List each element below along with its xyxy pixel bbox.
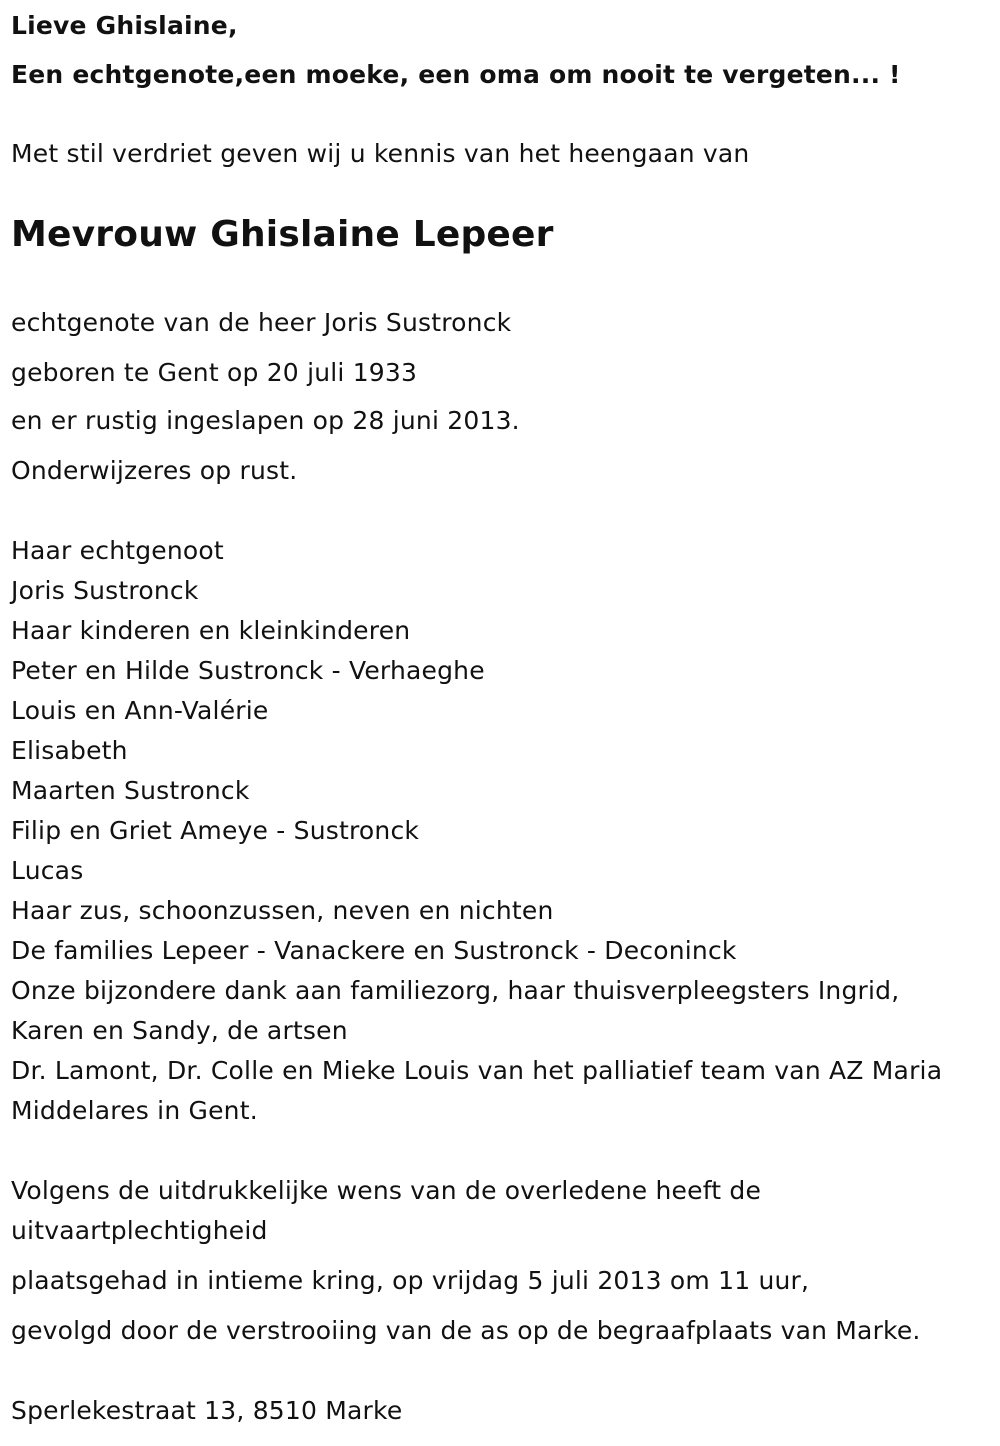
- family-line: Joris Sustronck: [11, 576, 199, 605]
- intro-text: Met stil verdriet geven wij u kennis van het heengaan van: [11, 139, 750, 168]
- family-line: Haar kinderen en kleinkinderen: [11, 616, 411, 645]
- family-line: Peter en Hilde Sustronck - Verhaeghe: [11, 656, 485, 685]
- family-line: Haar echtgenoot: [11, 536, 224, 565]
- funeral-line: uitvaartplechtigheid: [11, 1216, 268, 1245]
- family-line: Onze bijzondere dank aan familiezorg, haar thuisverpleegsters Ingrid,: [11, 976, 900, 1005]
- funeral-line: gevolgd door de verstrooiing van de as op de begraafplaats van Marke.: [11, 1316, 921, 1345]
- family-line: Maarten Sustronck: [11, 776, 250, 805]
- detail-profession: Onderwijzeres op rust.: [11, 456, 298, 485]
- detail-death: en er rustig ingeslapen op 28 juni 2013.: [11, 406, 520, 435]
- family-line: Dr. Lamont, Dr. Colle en Mieke Louis van het palliatief team van AZ Maria: [11, 1056, 943, 1085]
- greeting: Lieve Ghislaine,: [11, 11, 238, 40]
- detail-birth: geboren te Gent op 20 juli 1933: [11, 358, 418, 387]
- family-line: De families Lepeer - Vanackere en Sustronck - Deconinck: [11, 936, 737, 965]
- detail-spouse: echtgenote van de heer Joris Sustronck: [11, 308, 512, 337]
- family-line: Lucas: [11, 856, 84, 885]
- funeral-line: Volgens de uitdrukkelijke wens van de overledene heeft de: [11, 1176, 762, 1205]
- address: Sperlekestraat 13, 8510 Marke: [11, 1396, 403, 1425]
- family-line: Haar zus, schoonzussen, neven en nichten: [11, 896, 554, 925]
- funeral-line: plaatsgehad in intieme kring, op vrijdag 5 juli 2013 om 11 uur,: [11, 1266, 810, 1295]
- family-line: Karen en Sandy, de artsen: [11, 1016, 348, 1045]
- family-line: Elisabeth: [11, 736, 128, 765]
- family-line: Filip en Griet Ameye - Sustronck: [11, 816, 420, 845]
- family-line: Louis en Ann-Valérie: [11, 696, 269, 725]
- deceased-name: Mevrouw Ghislaine Lepeer: [11, 214, 554, 255]
- tagline: Een echtgenote,een moeke, een oma om nooit te vergeten... !: [11, 60, 901, 89]
- family-line: Middelares in Gent.: [11, 1096, 258, 1125]
